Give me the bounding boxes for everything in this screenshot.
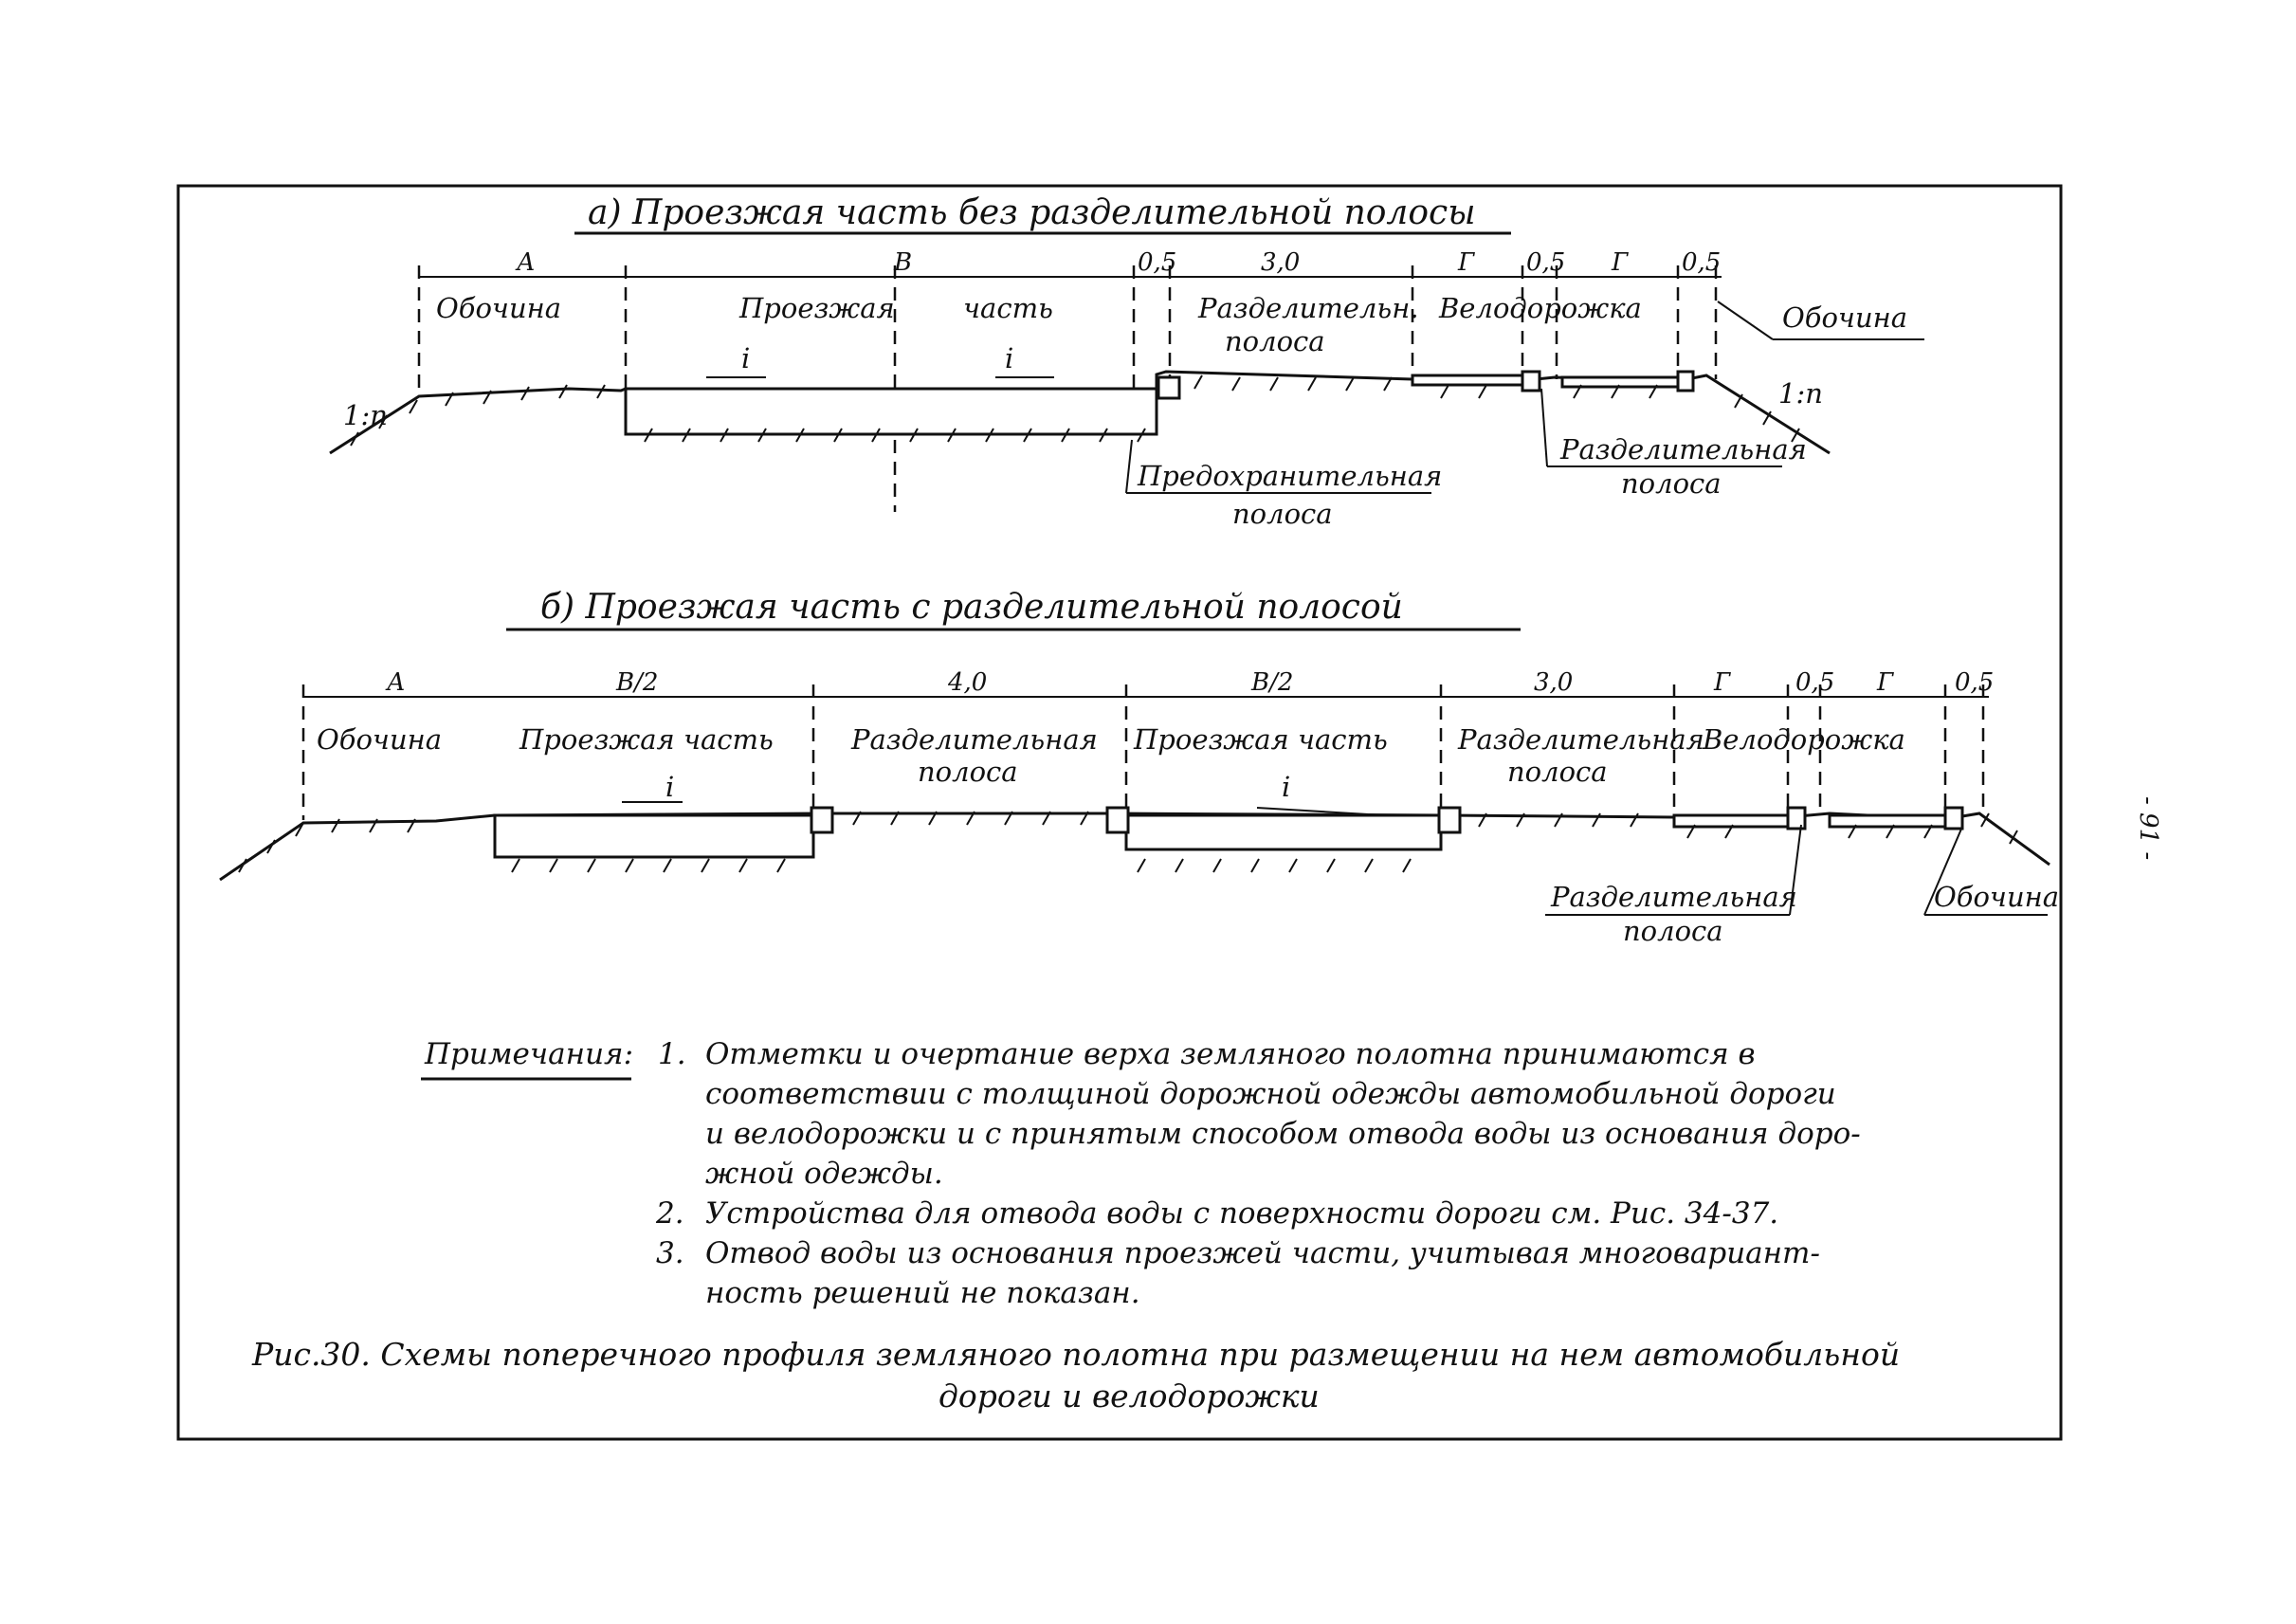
curb-stone [1107,808,1128,832]
curb-stone [1678,372,1693,391]
bikeway-pavement [1562,377,1678,387]
bikeway-pavement [1412,375,1522,385]
bikeway-label: Велодорожка [1703,723,1905,756]
carriageway-pavement [626,389,1157,434]
section-b-dim: Г [1877,668,1894,697]
bikeway-pavement [1674,815,1788,827]
section-a [330,193,1924,530]
carriageway-label: Проезжая [739,292,895,324]
carriageway-left-label: Проезжая часть [519,723,774,756]
divider-low-label: Разделительная [1551,881,1797,913]
section-b-dim: Г [1714,668,1731,697]
bikeway-label: Велодорожка [1439,292,1642,324]
note-number: 3. [656,1236,684,1270]
note-line: ность решений не показан. [705,1276,1140,1310]
section-a-dim: 0,5 [1682,248,1722,277]
curb-stone [1788,808,1805,829]
divider-low-leader [1541,389,1547,466]
section-a-dim: Г [1612,248,1629,277]
section-b-dim: 0,5 [1955,668,1995,697]
figure-caption: Рис.30. Схемы поперечного профиля земляного полотна при размещении на нем автомобильной [252,1336,1901,1373]
carriageway-label: часть [963,292,1053,324]
section-a-title: а) Проезжая часть без разделительной полосы [588,193,1476,232]
section-b [220,588,2059,947]
divider-low-label: полоса [1621,467,1722,500]
divider-label: полоса [1507,756,1608,788]
slope-i-label: i [1005,342,1014,374]
curb-stone [1522,372,1540,391]
section-b-dim: В/2 [616,668,659,697]
divider-label: полоса [1225,325,1325,357]
shoulder-left-label: Обочина [436,292,562,324]
note-line: жной одежды. [705,1157,943,1191]
section-b-dim: 4,0 [948,668,988,697]
note-line: и велодорожки и с принятым способом отвода воды из основания доро- [705,1117,1861,1151]
carriageway-pavement [495,815,813,857]
bikeway-pavement [1830,815,1945,827]
carriageway-pavement [1126,815,1441,849]
curb-stone [1158,377,1179,398]
section-b-dim: А [387,668,406,697]
section-a-dim: В [894,248,913,277]
section-a-dim: 0,5 [1138,248,1177,277]
divider-low-label: полоса [1623,915,1723,947]
notes-heading: Примечания: [425,1037,634,1071]
notes [421,1037,1861,1310]
note-line: Отметки и очертание верха земляного полотна принимаются в [705,1037,1756,1071]
divider-label: Разделительн. [1198,292,1419,324]
section-b-dim: 3,0 [1534,668,1574,697]
section-b-dim: 0,5 [1795,668,1835,697]
median-label: полоса [918,756,1018,788]
figure-caption: дороги и велодорожки [938,1378,1320,1414]
note-number: 2. [656,1196,684,1231]
slope-i-label: i [665,771,675,803]
section-b-profile [220,808,2050,880]
section-b-dim: В/2 [1251,668,1294,697]
section-a-dim: 3,0 [1261,248,1301,277]
slope-i-label: i [1282,771,1291,803]
section-a-dim: 0,5 [1526,248,1566,277]
shoulder-right-label: Обочина [1782,301,1908,334]
shoulder-right-leader [1718,301,1773,339]
shoulder-right-label: Обочина [1934,881,2060,913]
section-a-dim: Г [1458,248,1475,277]
section-a-dim: А [517,248,536,277]
divider-label: Разделительная [1458,723,1704,756]
curb-stone [1439,808,1460,832]
divider-low-label: Разделительная [1560,433,1807,465]
protective-strip-label: Предохранительная [1138,460,1443,492]
slope-i-label: i [741,342,751,374]
note-line: Устройства для отвода воды с поверхности дороги см. Рис. 34-37. [705,1196,1779,1231]
curb-stone [811,808,832,832]
note-line: Отвод воды из основания проезжей части, учитывая многовариант- [705,1236,1820,1270]
carriageway-right-label: Проезжая часть [1134,723,1388,756]
section-b-title: б) Проезжая часть с разделительной полосой [540,588,1403,627]
median-label: Разделительная [851,723,1098,756]
note-line: соответствии с толщиной дорожной одежды автомобильной дороги [705,1077,1836,1111]
note-number: 1. [658,1037,686,1071]
protective-strip-label: полоса [1232,498,1333,530]
slope-right-label: 1:n [1778,377,1823,410]
shoulder-left-label: Обочина [317,723,443,756]
protective-strip-leader [1126,440,1132,493]
page-number: - 91 - [2134,796,2162,861]
slope-left-label: 1:n [343,399,388,431]
curb-stone [1945,808,1962,829]
